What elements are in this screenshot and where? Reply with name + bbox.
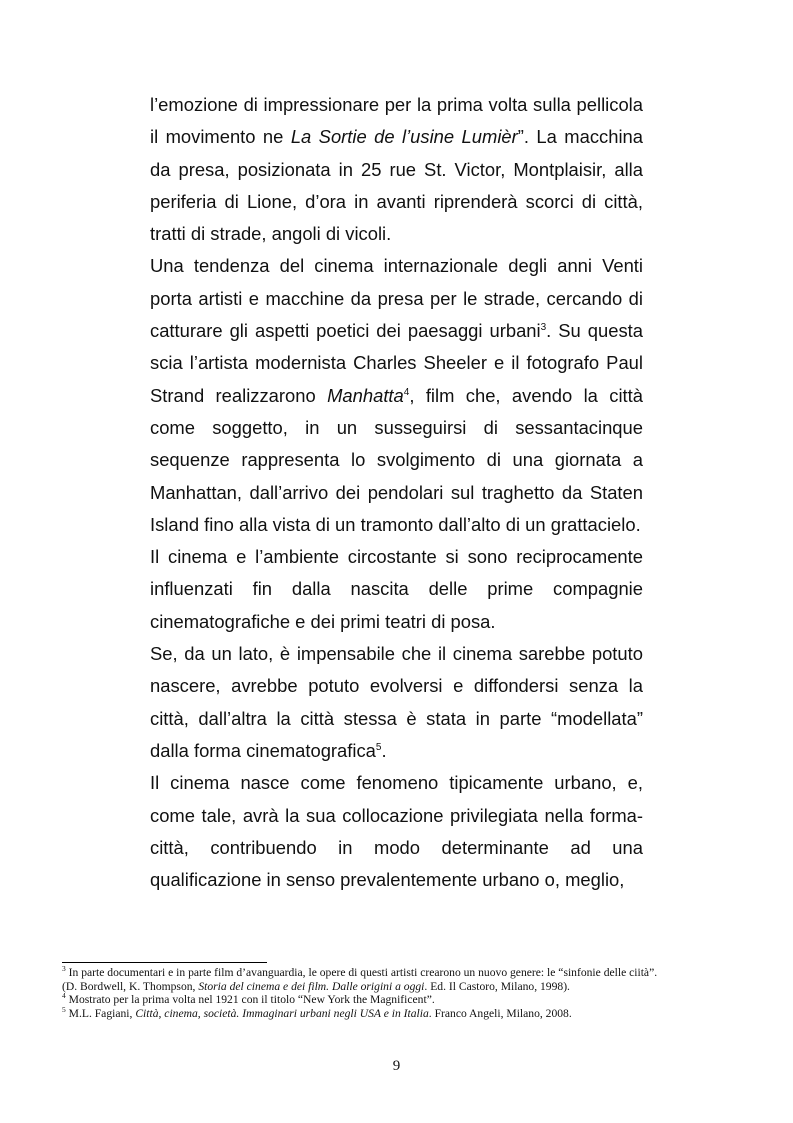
paragraph-1 <box>150 89 643 250</box>
film-title: Manhatta <box>327 384 404 406</box>
footnote-text: . Ed. Il Castoro, Milano, 1998). <box>424 979 570 993</box>
footnote-5 <box>62 1004 668 1021</box>
footnote-text: M.L. Fagiani, <box>65 1006 136 1020</box>
text-run: Il cinema nasce come fenomeno tipicamente urbano, e, come tale, avrà la sua collocazione privilegiata nella forma-città, contribuendo in modo determinante ad una qualificazione in senso prevalentemente urbano o, meglio, <box>150 772 643 891</box>
text-run: . Su questa scia l’artista modernista Charles Sheeler e il fotografo Paul Strand realizzarono <box>150 320 643 406</box>
paragraph-2 <box>150 250 643 541</box>
paragraph-5 <box>150 767 643 896</box>
footnotes <box>62 966 668 1020</box>
footnote-ref-4[interactable]: 4 <box>403 386 410 398</box>
footnote-text: . Franco Angeli, Milano, 2008. <box>428 1006 572 1020</box>
body-text <box>150 89 643 896</box>
book-title: Storia del cinema e dei film. Dalle origini a oggi <box>198 979 425 993</box>
text-run: ”. La macchina da presa, posizionata in 25 rue St. Victor, Montplaisir, alla periferia di Lione, d’ora in avanti riprenderà scorci di città, tratti di strade, angoli di vicoli. <box>150 126 643 245</box>
footnote-text: In parte documentari e in parte film d’avanguardia, le opere di questi artisti crearono un nuovo genere: le “sinfonie delle ciità”. (D. Bordwell, K. Thompson, <box>62 966 658 993</box>
page-number: 9 <box>392 1058 401 1074</box>
footnote-number: 5 <box>62 1004 66 1014</box>
footnote-ref-5[interactable]: 5 <box>375 741 382 753</box>
footnote-text: Mostrato per la prima volta nel 1921 con il titolo “New York the Magnificent”. <box>65 993 435 1007</box>
text-run: Il cinema e l’ambiente circostante si sono reciprocamente influenzati fin dalla nascita delle prime compagnie cinematografiche e dei primi teatri di posa. <box>150 546 643 632</box>
footnote-ref-3[interactable]: 3 <box>540 321 547 333</box>
text-run: l’emozione di impressionare per la prima volta sulla pellicola il movimento ne <box>150 94 643 148</box>
footnote-4 <box>62 993 668 1007</box>
book-title: Città, cinema, società. Immaginari urbani negli USA e in Italia <box>135 1006 429 1020</box>
text-run: . <box>381 739 387 761</box>
paragraph-3 <box>150 541 643 638</box>
footnote-number: 3 <box>62 964 66 974</box>
paragraph-4 <box>150 638 643 767</box>
film-title: La Sortie de l’usine Lumièr <box>290 126 518 148</box>
text-run: Una tendenza del cinema internazionale degli anni Venti porta artisti e macchine da presa per le strade, cercando di catturare gli aspetti poetici dei paesaggi urbani <box>150 255 643 342</box>
footnote-number: 4 <box>62 991 66 1001</box>
footnote-divider <box>62 962 267 963</box>
footnote-3 <box>62 966 668 993</box>
text-run: , film che, avendo la città come soggetto, in un susseguirsi di sessantacinque sequenze rappresenta lo svolgimento di una giornata a Manhattan, dall’arrivo dei pendolari sul traghetto da Staten Island fino alla vista di un tramonto dall’alto di un grattacielo. <box>150 384 643 535</box>
text-run: Se, da un lato, è impensabile che il cinema sarebbe potuto nascere, avrebbe potuto evolversi e diffondersi senza la città, dall’altra la città stessa è stata in parte “modellata” dalla forma cinematografica <box>150 643 643 761</box>
